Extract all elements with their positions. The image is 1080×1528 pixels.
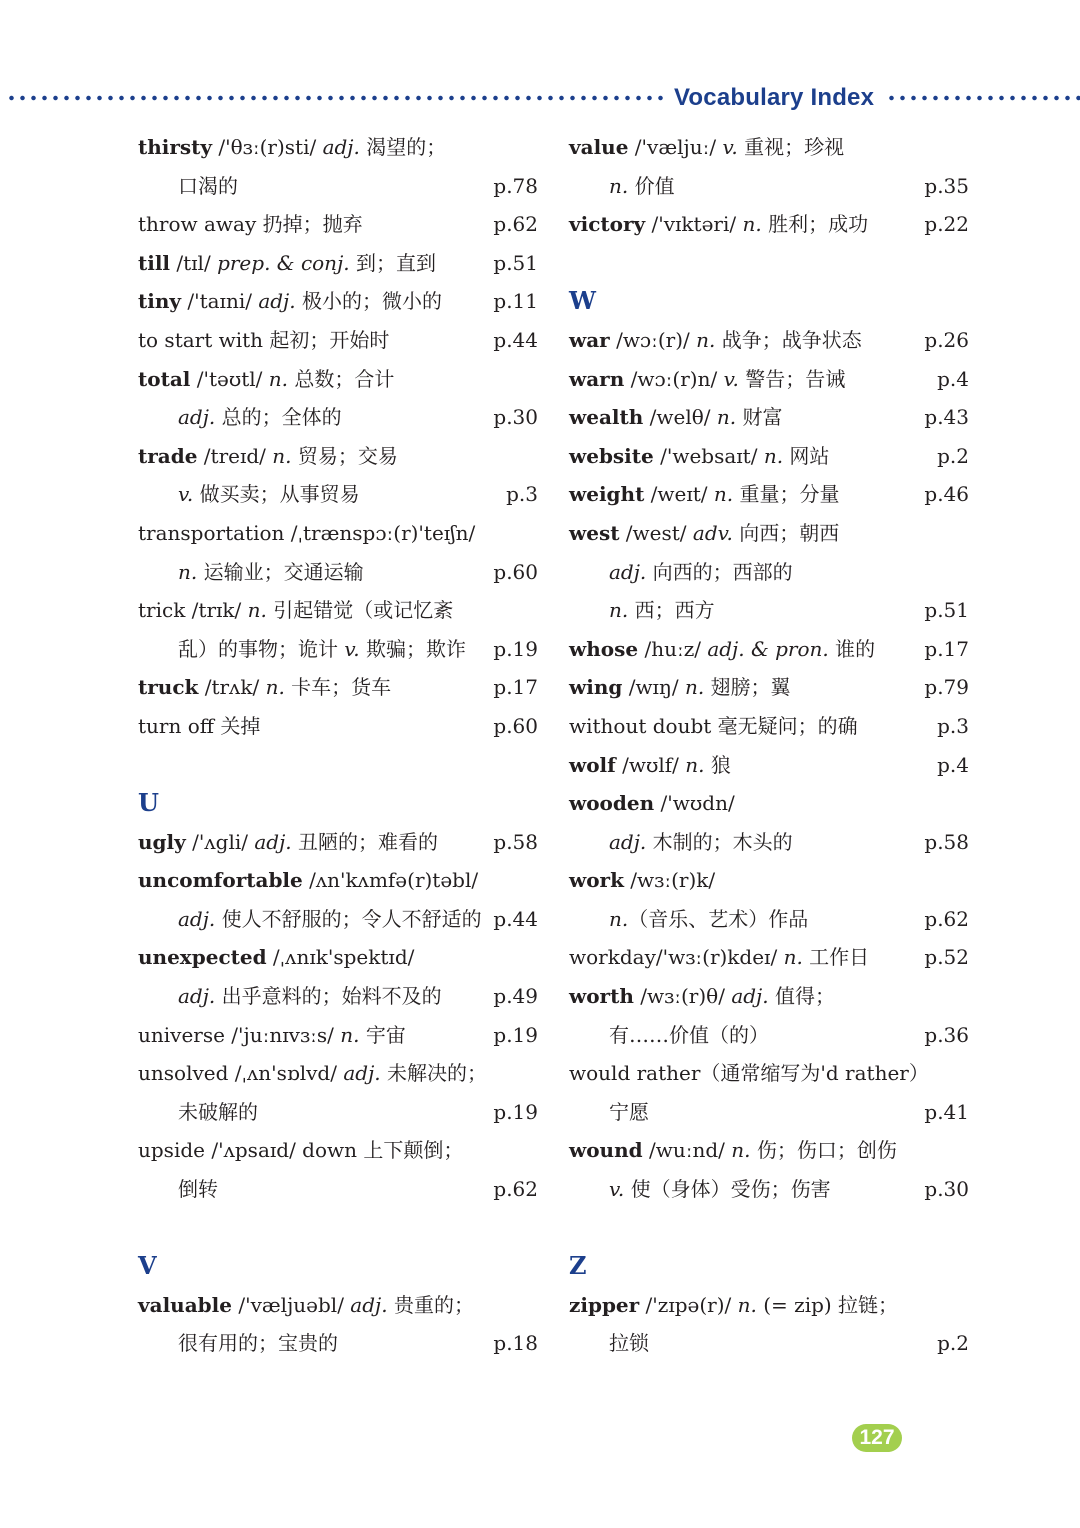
section-letter (569, 282, 969, 321)
definition: 翅膀；翼 (704, 675, 791, 700)
part-of-speech: v. (723, 366, 739, 391)
page-ref: p.78 (493, 173, 538, 198)
headword: victory (569, 212, 646, 237)
part-of-speech: n. (265, 675, 285, 700)
index-entry (569, 938, 969, 977)
part-of-speech: adj. (178, 906, 216, 931)
definition: 到；直到 (349, 250, 436, 275)
definition: 重量；分量 (733, 482, 840, 507)
page-ref: p.44 (493, 327, 538, 352)
part-of-speech: n. (609, 598, 629, 623)
index-entry (569, 784, 969, 823)
headword: zipper (569, 1292, 640, 1317)
definition: 宇宙 (359, 1022, 406, 1047)
part-of-speech: adj. (350, 1292, 388, 1317)
definition: 谁的 (828, 636, 876, 661)
headword: whose (569, 636, 639, 661)
definition: 乱）的事物；诡计 (178, 636, 345, 661)
phonetic: /wʊlf/ (615, 752, 686, 777)
index-entry (138, 282, 538, 321)
index-entry (138, 938, 538, 977)
entry-text: unsolved /ˌʌn'sɒlvd/ (138, 1061, 344, 1086)
index-entry (569, 321, 969, 360)
headword: worth (569, 984, 634, 1009)
index-entry (569, 977, 969, 1016)
phonetic: /'væljuəbl/ (231, 1292, 351, 1317)
phonetic: /'websaɪt/ (653, 443, 764, 468)
definition: 向西的；西部的 (646, 559, 793, 584)
part-of-speech: adj. (609, 559, 647, 584)
page-ref: p.18 (493, 1331, 538, 1356)
definition: 伤；伤口；创伤 (750, 1138, 897, 1163)
definition: 工作日 (802, 945, 870, 970)
definition: 引起错觉（或记忆紊 (266, 598, 454, 623)
definition: 口渴的 (178, 173, 238, 198)
index-entry (138, 205, 538, 244)
headword: thirsty (138, 135, 213, 159)
page-ref: p.3 (506, 482, 538, 507)
index-entry (569, 167, 969, 206)
part-of-speech: adj. (343, 1061, 381, 1086)
entry-text: to start with 起初；开始时 (138, 327, 390, 352)
index-entry (138, 360, 538, 399)
page-ref: p.17 (493, 675, 538, 700)
headword: value (569, 135, 629, 159)
page-ref: p.26 (924, 327, 969, 352)
index-entry (138, 437, 538, 476)
headword: valuable (138, 1292, 232, 1317)
index-entry (569, 861, 969, 900)
page-ref: p.58 (924, 829, 969, 854)
index-entry (569, 1093, 969, 1132)
definition: 使人不舒服的；令人不舒适的 (215, 906, 482, 931)
phonetic: /'təʊtl/ (190, 366, 269, 391)
page-ref: p.62 (493, 212, 538, 237)
section-letter-text: W (569, 286, 596, 316)
index-entry (138, 1324, 538, 1363)
left-column (138, 128, 538, 1363)
definition: 很有用的；宝贵的 (178, 1331, 338, 1356)
phonetic: /welθ/ (643, 405, 717, 430)
headword: total (138, 366, 191, 391)
page-ref: p.51 (493, 250, 538, 275)
phonetic: /weɪt/ (644, 482, 714, 507)
definition: 使（身体）受伤；伤害 (624, 1177, 831, 1202)
phonetic: /'zɪpə(r)/ (639, 1292, 738, 1317)
section-letter-text: V (138, 1251, 157, 1281)
definition: 警告；告诫 (738, 366, 846, 391)
index-entry (138, 900, 538, 939)
phonetic: /ˌʌnɪk'spektɪd/ (266, 945, 415, 970)
part-of-speech: n. (685, 752, 705, 777)
page-ref: p.19 (493, 636, 538, 661)
headword: tiny (138, 289, 181, 314)
page-ref: p.58 (493, 829, 538, 854)
index-entry (138, 514, 538, 553)
index-entry (138, 668, 538, 707)
headword: warn (569, 366, 625, 391)
section-letter (569, 1247, 969, 1286)
part-of-speech: prep. & conj. (217, 250, 350, 275)
headword: till (138, 250, 171, 275)
section-letter-text: U (138, 788, 159, 818)
part-of-speech: n. (272, 443, 292, 468)
page-ref: p.30 (924, 1177, 969, 1202)
definition: 西；西方 (628, 598, 715, 623)
index-entry (569, 398, 969, 437)
page-ref: p.60 (493, 559, 538, 584)
definition: 总的；全体的 (215, 405, 342, 430)
index-entry (138, 553, 538, 592)
phonetic: /wɔː(r)n/ (624, 366, 724, 391)
definition: 向西；朝西 (732, 520, 840, 545)
headword: west (569, 520, 620, 545)
page-ref: p.79 (924, 675, 969, 700)
index-entry (138, 475, 538, 514)
page-ref: p.41 (924, 1099, 969, 1124)
part-of-speech: adj. & pron. (707, 636, 829, 661)
index-entry (569, 360, 969, 399)
index-entry (138, 823, 538, 862)
definition: 财富 (736, 405, 783, 430)
headword: uncomfortable (138, 868, 303, 893)
definition: 战争；战争状态 (715, 327, 862, 352)
headword: war (569, 327, 610, 352)
page-ref: p.62 (924, 906, 969, 931)
definition: 倒转 (178, 1177, 218, 1202)
part-of-speech: n. (684, 675, 705, 700)
part-of-speech: v. (344, 636, 360, 661)
entry-text: universe /'juːnɪvɜːs/ (138, 1022, 341, 1047)
phonetic: /treɪd/ (197, 443, 273, 468)
phonetic: /wɪŋ/ (622, 675, 685, 700)
part-of-speech: n. (716, 405, 737, 430)
definition: (= zip) 拉链； (756, 1292, 899, 1317)
entry-text: upside /'ʌpsaɪd/ down 上下颠倒； (138, 1138, 464, 1163)
phonetic: /'taɪni/ (181, 289, 259, 314)
blank-line (569, 244, 969, 283)
part-of-speech: n. (783, 945, 803, 970)
definition: 木制的；木头的 (646, 829, 793, 854)
part-of-speech: adj. (258, 289, 296, 314)
definition: 拉锁 (609, 1331, 649, 1356)
phonetic: /ʌn'kʌmfə(r)təbl/ (302, 868, 479, 893)
definition: 运输业；交通运输 (197, 559, 364, 584)
headword: unexpected (138, 945, 267, 970)
part-of-speech: v. (609, 1177, 625, 1202)
phonetic: /wɜː(r)θ/ (633, 984, 732, 1009)
headword: ugly (138, 829, 186, 854)
part-of-speech: n. (696, 327, 716, 352)
page-ref: p.62 (493, 1177, 538, 1202)
headword: website (569, 443, 654, 468)
part-of-speech: n. (763, 443, 784, 468)
index-entry (569, 900, 969, 939)
definition: 未破解的 (178, 1099, 258, 1124)
part-of-speech: n. (737, 1292, 757, 1317)
page-ref: p.2 (937, 443, 969, 468)
index-entry (569, 1054, 969, 1093)
index-entry (138, 244, 538, 283)
headword: wealth (569, 405, 644, 430)
entry-text: trick /trɪk/ (138, 598, 248, 623)
section-letter-text: Z (569, 1251, 587, 1281)
phonetic: /huːz/ (638, 636, 708, 661)
index-entry (569, 1016, 969, 1055)
phonetic: /wuːnd/ (642, 1138, 732, 1163)
index-entry (569, 475, 969, 514)
definition: 狼 (704, 752, 731, 777)
part-of-speech: adj. (731, 984, 769, 1009)
page-ref: p.19 (493, 1099, 538, 1124)
part-of-speech: n. (247, 598, 267, 623)
phonetic: /wɜː(r)k/ (623, 868, 716, 893)
index-entry (138, 977, 538, 1016)
index-entry (569, 128, 969, 167)
definition: 未解决的； (380, 1061, 487, 1086)
definition: 重视；珍视 (737, 135, 845, 159)
definition: 贵重的； (387, 1292, 474, 1317)
page-ref: p.22 (924, 212, 969, 237)
index-entry (138, 1093, 538, 1132)
phonetic: /'ʌgli/ (185, 829, 255, 854)
index-entry (138, 1286, 538, 1325)
page-ref: p.3 (937, 713, 969, 738)
phonetic: /'vɪktəri/ (645, 212, 743, 237)
definition: 丑陋的；难看的 (291, 829, 438, 854)
right-column (569, 128, 969, 1363)
page-ref: p.35 (924, 173, 969, 198)
index-entry (569, 514, 969, 553)
phonetic: /tɪl/ (170, 250, 218, 275)
index-entry (569, 668, 969, 707)
blank-line (138, 1209, 538, 1248)
page-header (0, 80, 1080, 116)
definition: 做买卖；从事贸易 (193, 482, 360, 507)
definition: 胜利；成功 (761, 212, 869, 237)
page-ref: p.43 (924, 405, 969, 430)
part-of-speech: n. (178, 559, 198, 584)
part-of-speech: v. (178, 482, 194, 507)
part-of-speech: adj. (609, 829, 647, 854)
phonetic: /'wʊdn/ (654, 791, 735, 816)
blank-line (138, 746, 538, 785)
definition: 价值 (628, 173, 675, 198)
index-entry (569, 823, 969, 862)
entry-text: workday/'wɜː(r)kdeɪ/ (569, 945, 784, 970)
page-ref: p.51 (924, 598, 969, 623)
part-of-speech: n. (731, 1138, 751, 1163)
section-letter (138, 1247, 538, 1286)
page-ref: p.2 (937, 1331, 969, 1356)
page-ref: p.19 (493, 1022, 538, 1047)
definition: 网站 (783, 443, 830, 468)
header-title: Vocabulary Index (674, 84, 875, 111)
index-entry (138, 1170, 538, 1209)
index-entry (569, 205, 969, 244)
part-of-speech: adj. (322, 135, 360, 159)
definition: 卡车；货车 (284, 675, 392, 700)
definition: 极小的；微小的 (295, 289, 442, 314)
headword: wooden (569, 791, 655, 816)
index-entry (569, 707, 969, 746)
index-entry (569, 630, 969, 669)
entry-text: turn off 关掉 (138, 713, 261, 738)
index-entry (138, 1131, 538, 1170)
index-entry (138, 861, 538, 900)
phonetic: /'væljuː/ (628, 135, 723, 159)
phonetic: /trʌk/ (198, 675, 266, 700)
headword: trade (138, 443, 198, 468)
index-entry (138, 398, 538, 437)
definition: 值得； (768, 984, 835, 1009)
part-of-speech: n. (268, 366, 289, 391)
page-number: 127 (852, 1424, 902, 1452)
page-ref: p.36 (924, 1022, 969, 1047)
index-entry (569, 437, 969, 476)
index-entry (138, 167, 538, 206)
part-of-speech: adj. (178, 984, 216, 1009)
page-ref: p.49 (493, 984, 538, 1009)
index-entry (138, 591, 538, 630)
part-of-speech: n. (609, 906, 629, 931)
part-of-speech: adv. (692, 520, 733, 545)
phonetic: /west/ (619, 520, 693, 545)
index-entry (569, 591, 969, 630)
part-of-speech: n. (609, 173, 629, 198)
part-of-speech: n. (742, 212, 762, 237)
part-of-speech: n. (713, 482, 734, 507)
page-ref: p.4 (937, 366, 969, 391)
header-dots-right (886, 94, 1080, 102)
entry-text: would rather（通常缩写为'd rather） (569, 1061, 929, 1086)
entry-text: without doubt 毫无疑问；的确 (569, 713, 858, 738)
page-ref: p.4 (937, 752, 969, 777)
index-entry (569, 1286, 969, 1325)
index-entry (569, 1324, 969, 1363)
headword: wing (569, 675, 623, 700)
index-entry (138, 1016, 538, 1055)
headword: wolf (569, 752, 616, 777)
part-of-speech: adj. (178, 405, 216, 430)
headword: weight (569, 482, 645, 507)
header-dots-left (6, 94, 664, 102)
index-entry (569, 1170, 969, 1209)
page-ref: p.52 (924, 945, 969, 970)
page-ref: p.17 (924, 636, 969, 661)
index-entry (569, 1131, 969, 1170)
part-of-speech: adj. (254, 829, 292, 854)
phonetic: /'θɜː(r)sti/ (212, 135, 323, 159)
index-entry (569, 746, 969, 785)
index-entry (138, 630, 538, 669)
definition: （音乐、艺术）作品 (628, 906, 809, 931)
index-entry (138, 1054, 538, 1093)
section-letter (138, 784, 538, 823)
index-entry (138, 707, 538, 746)
definition: 总数；合计 (288, 366, 395, 391)
definition: 出乎意料的；始料不及的 (215, 984, 442, 1009)
part-of-speech: v. (722, 135, 738, 159)
entry-text: throw away 扔掉；抛弃 (138, 212, 363, 237)
phonetic: /wɔː(r)/ (609, 327, 697, 352)
page-ref: p.44 (493, 906, 538, 931)
definition: 贸易；交易 (291, 443, 398, 468)
definition: 渴望的； (359, 135, 447, 159)
definition: 宁愿 (609, 1099, 649, 1124)
page-ref: p.11 (493, 289, 538, 314)
index-entry (138, 321, 538, 360)
part-of-speech: n. (340, 1022, 360, 1047)
headword: truck (138, 675, 199, 700)
headword: work (569, 868, 624, 893)
definition: 欺骗；欺诈 (359, 636, 467, 661)
page-ref: p.60 (493, 713, 538, 738)
index-entry (569, 553, 969, 592)
headword: wound (569, 1138, 643, 1163)
definition: 有……价值（的） (609, 1022, 769, 1047)
page-ref: p.30 (493, 405, 538, 430)
page-ref: p.46 (924, 482, 969, 507)
entry-text: transportation /ˌtrænspɔː(r)'teɪʃn/ (138, 520, 476, 545)
blank-line (569, 1209, 969, 1248)
index-entry (138, 128, 538, 167)
